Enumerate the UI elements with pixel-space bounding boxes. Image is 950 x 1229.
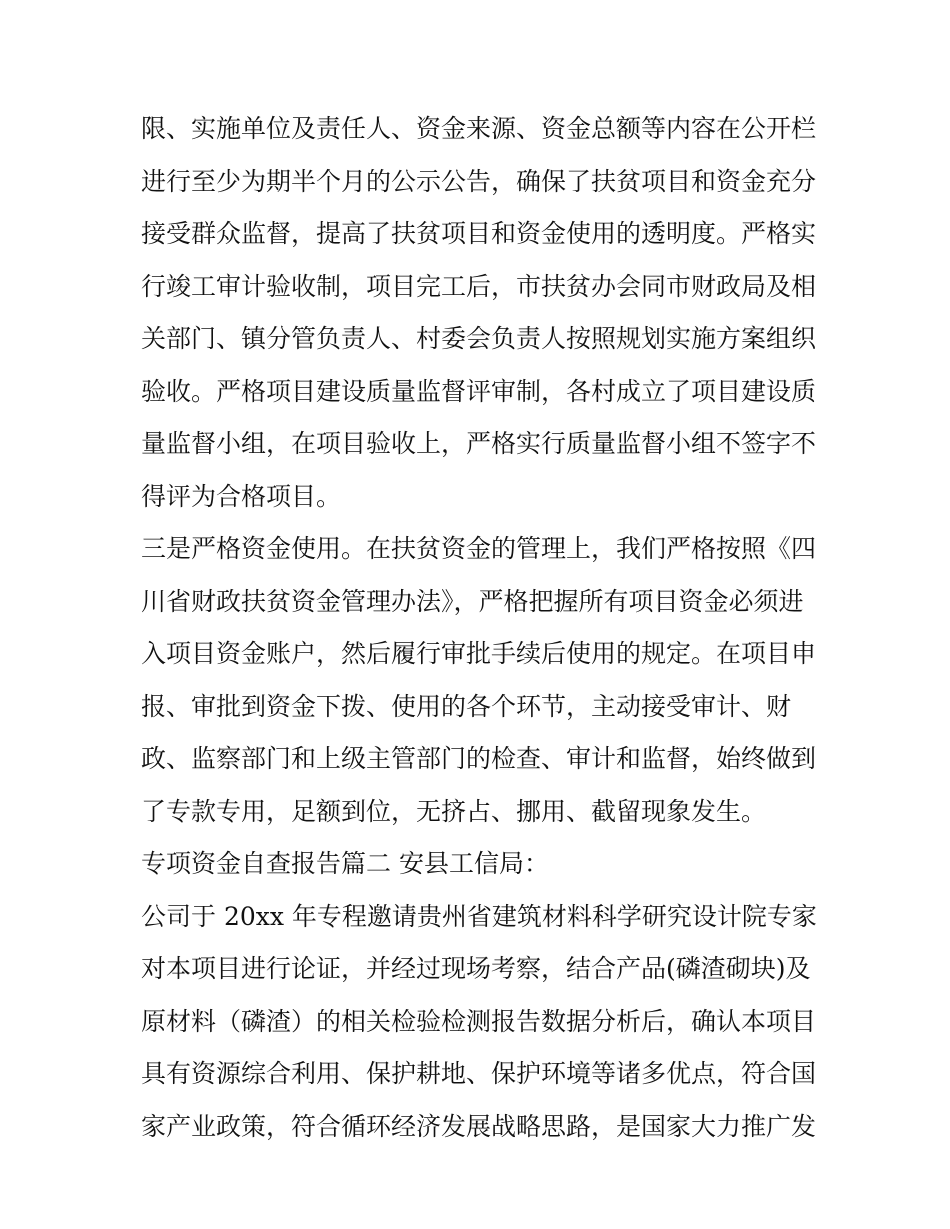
section-heading-line: 专项资金自查报告篇二 安县工信局： bbox=[141, 849, 549, 878]
text-line: 了专款专用，足额到位，无挤占、挪用、截留现象发生。 bbox=[141, 796, 767, 826]
text-line: 限、实施单位及责任人、资金来源、资金总额等内容在公开栏 bbox=[141, 114, 817, 143]
text-line: 川省财政扶贫资金管理办法》，严格把握所有项目资金必须进 bbox=[141, 586, 804, 616]
text-line: 进行至少为期半个月的公示公告，确保了扶贫项目和资金充分 bbox=[141, 166, 817, 196]
text-line: 家产业政策，符合循环经济发展战略思路，是国家大力推广发 bbox=[141, 1111, 817, 1141]
text-line: 报、审批到资金下拨、使用的各个环节，主动接受审计、财 bbox=[141, 691, 792, 721]
text-line: 关部门、镇分管负责人、村委会负责人按照规划实施方案组织 bbox=[141, 324, 817, 353]
body-text bbox=[141, 103, 821, 1153]
text-line: 接受群众监督，提高了扶贫项目和资金使用的透明度。严格实 bbox=[141, 219, 817, 248]
text-line: 具有资源综合利用、保护耕地、保护环境等诸多优点，符合国 bbox=[141, 1059, 817, 1088]
text-line: 三是严格资金使用。在扶贫资金的管理上，我们严格按照《四 bbox=[141, 534, 817, 563]
text-line: 政、监察部门和上级主管部门的检查、审计和监督，始终做到 bbox=[141, 744, 817, 773]
text-line: 入项目资金账户，然后履行审批手续后使用的规定。在项目申 bbox=[141, 639, 817, 668]
text-line: 公司于 20xx 年专程邀请贵州省建筑材料科学研究设计院专家 bbox=[141, 901, 817, 931]
text-line: 验收。严格项目建设质量监督评审制，各村成立了项目建设质 bbox=[141, 376, 817, 406]
text-line: 原材料（磷渣）的相关检验检测报告数据分析后，确认本项目 bbox=[141, 1006, 817, 1036]
text-line: 对本项目进行论证，并经过现场考察，结合产品(磷渣砌块)及 bbox=[141, 954, 811, 983]
text-line: 得评为合格项目。 bbox=[141, 481, 342, 511]
text-line: 量监督小组，在项目验收上，严格实行质量监督小组不签字不 bbox=[141, 429, 817, 458]
text-line: 行竣工审计验收制，项目完工后，市扶贫办会同市财政局及相 bbox=[141, 271, 817, 301]
